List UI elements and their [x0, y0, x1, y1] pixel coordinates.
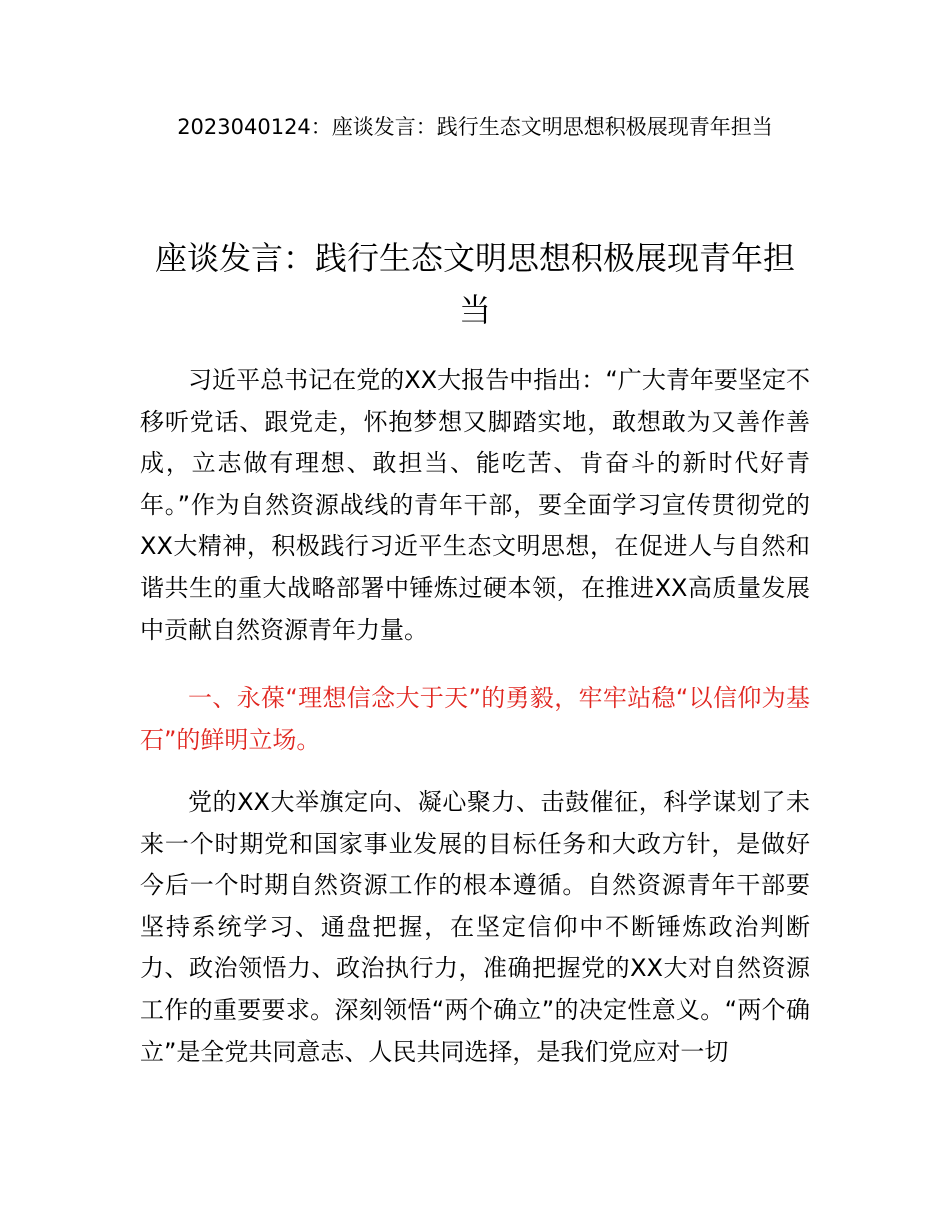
body-paragraph: 党的XX大举旗定向、凝心聚力、击鼓催征，科学谋划了未来一个时期党和国家事业发展的目标任务和大政方针，是做好今后一个时期自然资源工作的根本遵循。自然资源青年干部要坚持系统学习、通盘把握，在坚定信仰中不断锤炼政治判断力、政治领悟力、政治执行力，准确把握党的XX大对自然资源工作的重要要求。深刻领悟“两个确立”的决定性意义。“两个确立”是全党共同意志、人民共同选择，是我们党应对一切	[140, 788, 810, 1066]
intro-paragraph: 习近平总书记在党的XX大报告中指出：“广大青年要坚定不移听党话、跟党走，怀抱梦想又脚踏实地，敢想敢为又善作善成，立志做有理想、敢担当、能吃苦、肯奋斗的新时代好青年。”作为自然资源战线的青年干部，要全面学习宣传贯彻党的XX大精神，积极践行习近平生态文明思想，在促进人与自然和谐共生的重大战略部署中锤炼过硬本领，在推进XX高质量发展中贡献自然资源青年力量。	[140, 366, 810, 644]
section-heading: 一、永葆“理想信念大于天”的勇毅，牢牢站稳“以信仰为基石”的鲜明立场。	[140, 684, 810, 754]
document-title: 座谈发言：践行生态文明思想积极展现青年担当	[154, 239, 795, 329]
document-header: 2023040124：座谈发言：践行生态文明思想积极展现青年担当	[177, 115, 773, 139]
